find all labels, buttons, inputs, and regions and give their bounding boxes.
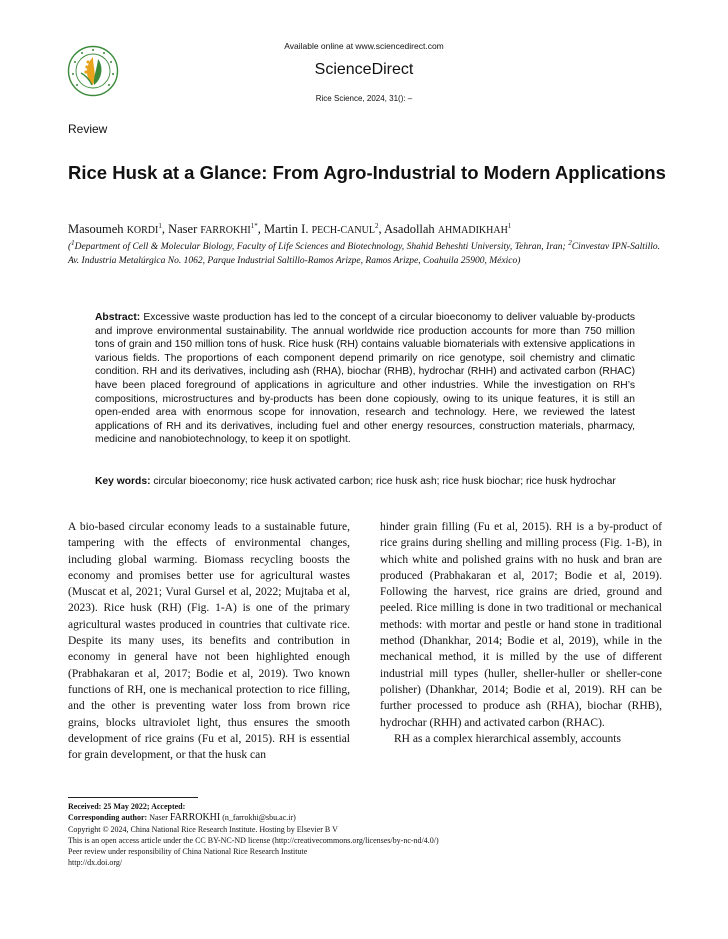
author-name[interactable] [264, 222, 378, 236]
article-type: Review [68, 122, 108, 136]
author-first-name: Masoumeh [68, 222, 127, 236]
affiliation-2: Cinvestav IPN-Saltillo. Av. Industria Metalúrgica No. 1062, Parque Industrial Saltillo-Ramos Arizpe, Ramos Arizpe, Coahuila 25900, México [68, 242, 660, 266]
author-separator: , [161, 222, 169, 236]
author-separator: , [257, 222, 265, 236]
body-column-right [380, 519, 662, 747]
abstract-text: Excessive waste production has led to the concept of a circular bioeconomy to deliver valuable by-products and improve environmental sustainability. The annual worldwide rice production accounts for more than 750 million tons of grain and 150 million tons of husk. Rice husk (RH) contains valuable biomaterials with extensive applications in various fields. The proportions of each component depend primarily on rice genotype, soil chemistry and climatic condition. RH and its derivatives, including ash (RHA), biochar (RHB), hydrochar (RHH) and activated carbon (RHAC) have been placed foreground of applications in agriculture and other industries. While the investigation on RH’s compositions, microstructures and by-products has been done copiously, owing to its unique features, it is still an open-ended area with enormous scope for innovation, research and technology. Here, we reviewed the latest applications of RH and its derivatives, including fuel and other energy resources, construction materials, pharmacy, medicine and nanobiotechnology, to keep it on spotlight. [95, 312, 635, 446]
author-first-name: Asadollah [384, 222, 438, 236]
affiliation-1: Department of Cell & Molecular Biology, Faculty of Life Sciences and Biotechnology, Shahid Beheshti University, Tehran, Iran; [74, 242, 566, 252]
author-affiliation-mark: 2 [374, 221, 379, 230]
body-paragraph: hinder grain filling (Fu et al, 2015). RH is a by-product of rice grains during shelling and milling process (Fig. 1-B), in which white and polished grains with no husk and bran are produced (Prabhakaran et al, 2017; Bodie et al, 2019). Following the harvest, rice grains are dried, ground and peeled. Rice milling is done in two traditional or mechanical methods: with mortar and pestle or hand stone in traditional method (Dhankhar, 2014; Bodie et al, 2019), while in the mechanical method, it is milled by the use of different industrial mill types (huller, sheller-huller or sheller-cone polisher) (Dhankhar, 2014; Bodie et al, 2019). RH can be further processed to produce ash (RHA), biochar (RHB), hydrochar (RHH) and activated carbon (RHAC). [380, 521, 662, 729]
affiliations: ($^1$Department of Cell & Molecular Biology, Faculty of Life Sciences and Biotechnology, Shahid Beheshti University, Tehran, Iran; $^2$Cinvestav IPN-Saltillo. Av. Industria Metalúrgica No. 1062, Parque Industrial Saltillo-Ramos Arizpe, Ramos Arizpe, Coahuila 25900, México) [68, 238, 660, 266]
author-surname: AHMADIKHAH [437, 225, 508, 236]
copyright-line: Copyright © 2024, China National Rice Research Institute. Hosting by Elsevier B V [68, 824, 338, 834]
author-affiliation-mark: 1 [507, 221, 512, 230]
sciencedirect-brand[interactable]: ScienceDirect [314, 61, 414, 78]
author-name[interactable] [68, 222, 162, 236]
keywords [95, 475, 635, 489]
author-surname: KORDI [126, 225, 159, 236]
keywords-text: circular bioeconomy; rice husk activated carbon; rice husk ash; rice husk biochar; rice husk hydrochar [153, 476, 616, 487]
author-name[interactable] [168, 222, 258, 236]
corresponding-last: FARROKHI [169, 812, 221, 824]
affiliation-2-mark: 2 [568, 238, 572, 247]
author-name[interactable] [384, 222, 511, 236]
availability-line: Available online at www.sciencedirect.com [284, 41, 444, 51]
corresponding-first: Naser [149, 813, 170, 823]
author-affiliation-mark: 1* [250, 221, 258, 230]
corresponding-email[interactable]: (n_farrokhi@sbu.ac.ir) [220, 813, 296, 823]
body-column-left [68, 519, 350, 763]
keywords-label: Key words: [95, 476, 151, 487]
author-first-name: Martin I. [264, 222, 312, 236]
corresponding-label: Corresponding author: [68, 813, 148, 823]
body-paragraph: RH as a complex hierarchical assembly, accounts [394, 732, 621, 745]
body-paragraph: A bio-based circular economy leads to a sustainable future, tampering with the effects of environmental changes, including global warming. Biomass recycling boosts the economy and promises better use for agricultural wastes (Muscat et al, 2021; Vural Gursel et al, 2022; Mujtaba et al, 2023). Rice husk (RH) (Fig. 1-A) is one of the primary agricultural wastes produced in countries that cultivate rice. Despite its many uses, its benefits and contribution in economy in general have not been highlighted enough (Prabhakaran et al, 2017; Bodie et al, 2019). Two known functions of RH, one is mechanical protection to rice filling, and the other is preventing water loss from brown rice grains, blocks ultraviolet light, thus ensures the smooth development of rice grains (Fu et al, 2015). RH is essential for grain development, or that the husk can [68, 521, 350, 762]
footnote-divider [68, 797, 198, 798]
footnotes [68, 801, 660, 869]
license-line[interactable]: This is an open access article under the CC BY-NC-ND license (http://creativecommons.org/licenses/by-nc-nd/4.0/) [68, 835, 439, 845]
peer-review-line: Peer review under responsibility of China National Rice Research Institute [68, 847, 308, 857]
author-affiliation-mark: 1 [158, 221, 162, 230]
received-line: Received: 25 May 2022; Accepted: [68, 802, 186, 811]
doi-link[interactable]: http://dx.doi.org/ [68, 858, 123, 868]
author-surname: FARROKHI [200, 225, 251, 236]
article-title: Rice Husk at a Glance: From Agro-Industrial to Modern Applications [68, 162, 666, 183]
author-surname: PECH-CANUL [311, 225, 375, 236]
author-list [68, 222, 668, 237]
author-first-name: Naser [168, 222, 201, 236]
journal-citation: Rice Science, 2024, 31(): – [315, 94, 413, 103]
author-separator: , [378, 222, 384, 236]
abstract [95, 311, 635, 447]
affiliation-1-mark: 1 [71, 238, 75, 247]
abstract-label: Abstract: [95, 312, 141, 323]
